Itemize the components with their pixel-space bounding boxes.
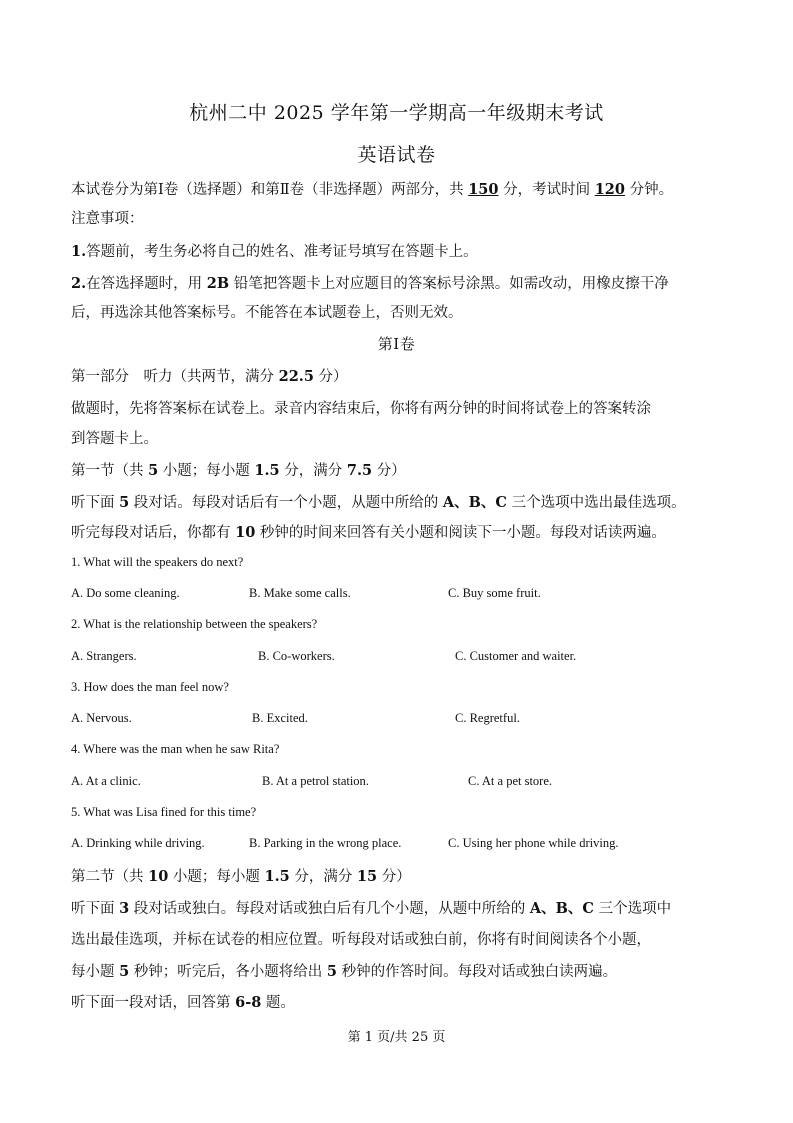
instruction-text: 听下面一段对话，回答第 [71,995,236,1011]
option-a: A. At a clinic. [71,774,141,788]
option-b: B. Excited. [252,711,308,725]
part1-instruction-line1: 做题时，先将答案标在试卷上。录音内容结束后，你将有两分钟的时间将试卷上的答案转涂 [71,401,651,417]
seconds-count: 10 [235,524,256,541]
question-stem: 3. How does the man feel now? [71,680,229,694]
heading-text: 第一节（共 [71,463,149,479]
section1-heading [71,459,761,480]
exam-duration: 120 [594,181,625,198]
heading-text: 分，满分 [279,463,347,479]
option-c: C. At a pet store. [468,774,553,788]
heading-text: 小题；每小题 [158,463,255,479]
option-b: B. Make some calls. [249,586,351,600]
option-a: A. Nervous. [71,711,132,725]
option-letters: A、B、C [529,900,594,917]
option-a: A. Drinking while driving. [71,836,205,850]
page-number: 第 1 页/共 25 页 [347,1030,446,1045]
notice-item-2-cont: 后，再选涂其他答案标号。不能答在本试题卷上，否则无效。 [71,305,463,321]
question-count: 5 [148,462,159,479]
notice-item-2 [71,272,761,293]
section-score: 15 [356,868,378,885]
notice-heading: 注意事项： [71,211,144,227]
section-score: 7.5 [346,462,373,479]
per-question-score: 1.5 [264,868,290,885]
notice-item-1 [71,240,761,261]
part1-heading [71,365,761,386]
instruction-text: 听下面 [71,495,120,511]
option-c: C. Customer and waiter. [455,649,577,663]
heading-text: 第一部分 听力（共两节，满分 [71,369,279,385]
notice-number: 1. [71,243,87,260]
instruction-text: 秒钟的时间来回答有关小题和阅读下一小题。每段对话读两遍。 [255,525,666,541]
exam-subtitle: 英语试卷 [357,144,436,166]
desc-text: 本试卷分为第Ⅰ卷（选择题）和第Ⅱ卷（非选择题）两部分，共 [71,182,469,198]
section2-instruction-line2: 选出最佳选项，并标在试卷的相应位置。听每段对话或独白前，你将有时间阅读各个小题， [71,932,651,948]
heading-text: 分） [377,869,411,885]
instruction-text: 段对话。每段对话后有一个小题，从题中所给的 [129,495,443,511]
question-count: 10 [148,868,169,885]
question-stem: 4. Where was the man when he saw Rita? [71,742,280,756]
reading-seconds: 5 [119,963,130,980]
answer-seconds: 5 [326,963,338,980]
dialog-count: 5 [119,494,130,511]
per-question-score: 1.5 [254,462,280,479]
instruction-text: 三个选项中选出最佳选项。 [506,495,686,511]
option-c: C. Using her phone while driving. [448,836,619,850]
heading-text: 分，满分 [289,869,357,885]
option-a: A. Do some cleaning. [71,586,180,600]
question-stem: 2. What is the relationship between the speakers? [71,617,318,631]
question-stem: 1. What will the speakers do next? [71,555,244,569]
option-a: A. Strangers. [71,649,137,663]
instruction-text: 听完每段对话后，你都有 [71,525,236,541]
instruction-text: 听下面 [71,901,120,917]
notice-number: 2. [71,275,87,292]
volume-heading: 第Ⅰ卷 [377,335,416,353]
section2-heading [71,865,761,886]
notice-text: 铅笔把答题卡上对应题目的答案标号涂黑。如需改动，用橡皮擦干净 [229,276,669,292]
notice-text: 在答选择题时，用 [86,276,207,292]
instruction-text: 秒钟；听完后，各小题将给出 [129,964,327,980]
heading-text: 小题；每小题 [168,869,265,885]
question-stem: 5. What was Lisa fined for this time? [71,805,257,819]
instruction-text: 每小题 [71,964,120,980]
total-score: 150 [468,181,499,198]
exam-description [71,178,761,199]
option-b: B. Co-workers. [258,649,335,663]
instruction-text: 三个选项中 [593,901,672,917]
heading-text: 分） [372,463,406,479]
option-b: B. Parking in the wrong place. [249,836,402,850]
section2-instruction-line1 [71,897,761,918]
option-letters: A、B、C [442,494,507,511]
option-c: C. Regretful. [455,711,520,725]
dialog-instruction [71,991,761,1012]
pencil-type: 2B [206,275,230,292]
option-c: C. Buy some fruit. [448,586,541,600]
instruction-text: 秒钟的作答时间。每段对话或独白读两遍。 [337,964,618,980]
section1-instruction-line1 [71,491,761,512]
dialog-count: 3 [119,900,130,917]
option-b: B. At a petrol station. [262,774,369,788]
heading-text: 分） [313,369,348,385]
exam-title: 杭州二中 2025 学年第一学期高一年级期末考试 [189,102,604,124]
desc-text: 分钟。 [624,182,674,198]
notice-text: 答题前，考生务必将自己的姓名、准考证号填写在答题卡上。 [86,244,478,260]
part-score: 22.5 [278,368,314,385]
section1-instruction-line2 [71,521,761,542]
instruction-text: 段对话或独白。每段对话或独白后有几个小题，从题中所给的 [129,901,530,917]
section2-instruction-line3 [71,960,761,981]
desc-text: 分，考试时间 [498,182,595,198]
heading-text: 第二节（共 [71,869,149,885]
instruction-text: 题。 [261,995,295,1011]
question-range: 6-8 [235,994,262,1011]
part1-instruction-line2: 到答题卡上。 [71,431,158,447]
